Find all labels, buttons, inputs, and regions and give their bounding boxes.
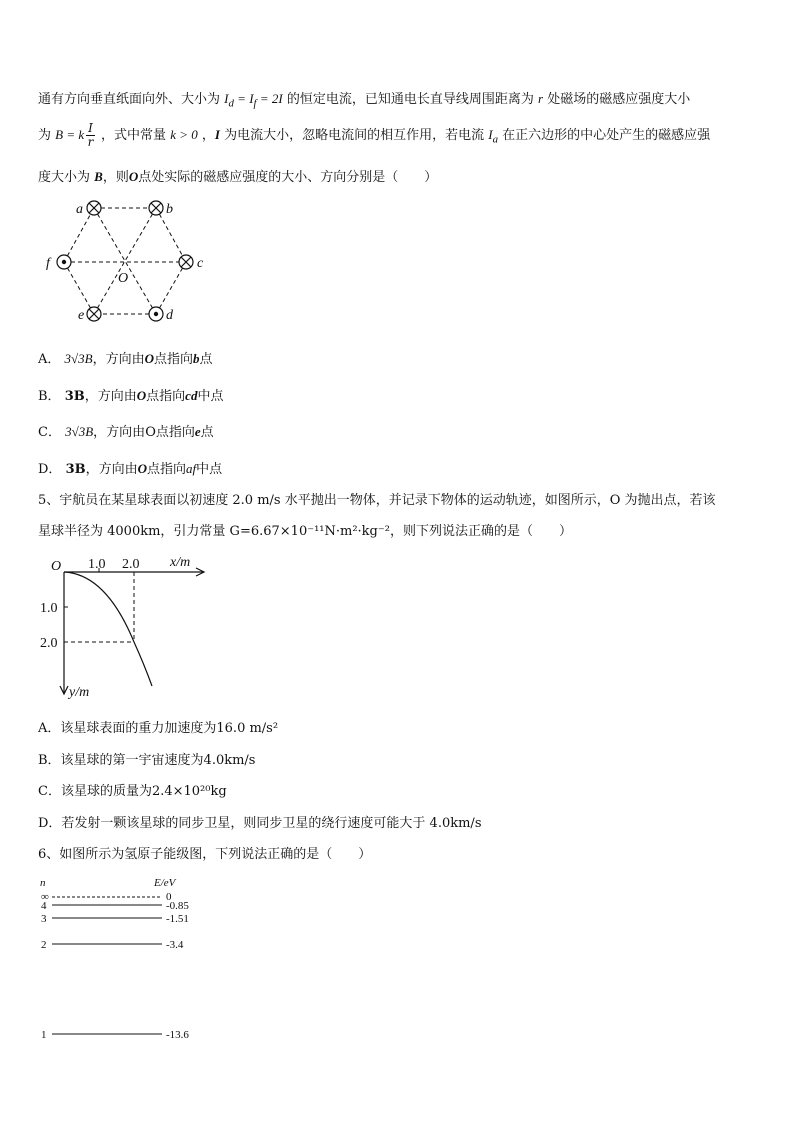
y-axis-label: y/m xyxy=(69,685,90,700)
q4-stem-line3: 度大小为 B，则O点处实际的磁感应强度的大小、方向分别是（ ） xyxy=(38,169,438,185)
level-e-2: -3.4 xyxy=(166,939,184,951)
q4-option-b[interactable]: B． 3B，方向由O点指向cd中点 xyxy=(38,388,224,404)
q5-option-d[interactable]: D．若发射一颗该星球的同步卫星，则同步卫星的绕行速度可能大于 4.0km/s xyxy=(38,816,482,831)
level-n-1: 1 xyxy=(41,1029,47,1041)
level-n-inf: ∞ xyxy=(41,891,49,903)
label-f: f xyxy=(46,256,50,271)
q5-stem-line1: 5、宇航员在某星球表面以初速度 2.0 m/s 水平抛出一物体，并记录下物体的运动轨迹，如图所示，O 为抛出点，若该 xyxy=(38,493,716,508)
current-formula: $I_d = I_f = 2I$ xyxy=(224,91,283,110)
label-c: c xyxy=(197,256,204,271)
x-tick-1: 1.0 xyxy=(88,557,106,572)
y-tick-1: 1.0 xyxy=(40,601,58,616)
label-b: b xyxy=(166,202,173,217)
q4-option-d[interactable]: D． 3B，方向由O点指向af中点 xyxy=(38,461,223,477)
q5-stem-line2: 星球半径为 4000km，引力常量 G=6.67×10⁻¹¹N·m²·kg⁻²，则下列说法正确的是（ ） xyxy=(38,524,572,539)
q5-option-b[interactable]: B．该星球的第一宇宙速度为4.0km/s xyxy=(38,753,256,768)
q4-stem-line2: 为 B = k $\frac{I}{r}$ ，式中常量 k > 0 ，I 为电流大小，忽略电流间的相互作用，若电流 $I_a$ 在正六边形的中心处产生的磁感应强 xyxy=(38,121,711,149)
current-into-page-icon xyxy=(87,201,193,321)
level-e-1: -13.6 xyxy=(166,1029,189,1041)
q4-option-c[interactable]: C． 3√3B，方向由O点指向e点 xyxy=(38,424,214,440)
level-n-4: 4 xyxy=(41,900,47,912)
energy-axis-label: E/eV xyxy=(154,877,176,889)
x-axis-label: x/m xyxy=(170,555,191,570)
q4-stem-line1: 通有方向垂直纸面向外、大小为 $I_d = I_f = 2I$ 的恒定电流，已知通电长直导线周围距离为 r 处磁场的磁感应强度大小 xyxy=(38,91,691,110)
q5-option-c[interactable]: C．该星球的质量为2.4×10²⁰kg xyxy=(38,784,227,799)
level-e-4: -0.85 xyxy=(166,900,189,912)
label-a: a xyxy=(76,202,83,217)
level-n-2: 2 xyxy=(41,939,47,951)
origin-label: O xyxy=(51,559,62,574)
q4-option-a[interactable]: A． 3√3B，方向由O点指向b点 xyxy=(38,351,213,367)
level-e-3: -1.51 xyxy=(166,913,189,925)
level-e-inf: 0 xyxy=(166,891,172,903)
y-tick-2: 2.0 xyxy=(40,636,58,651)
q6-stem: 6、如图所示为氢原子能级图，下列说法正确的是（ ） xyxy=(38,847,372,862)
current-out-of-page-icon xyxy=(57,255,163,321)
label-d: d xyxy=(166,308,173,323)
hexagon-figure xyxy=(40,196,220,328)
energy-level-diagram xyxy=(36,872,236,1048)
label-e: e xyxy=(78,308,85,323)
n-axis-label: n xyxy=(40,877,46,889)
trajectory-graph xyxy=(36,552,216,700)
fraction-I-over-r: $\frac{I}{r}$ xyxy=(87,121,94,149)
q5-option-a[interactable]: A．该星球表面的重力加速度为16.0 m/s² xyxy=(38,721,279,736)
label-O: O xyxy=(118,271,129,286)
x-tick-2: 2.0 xyxy=(122,557,140,572)
level-n-3: 3 xyxy=(41,913,47,925)
